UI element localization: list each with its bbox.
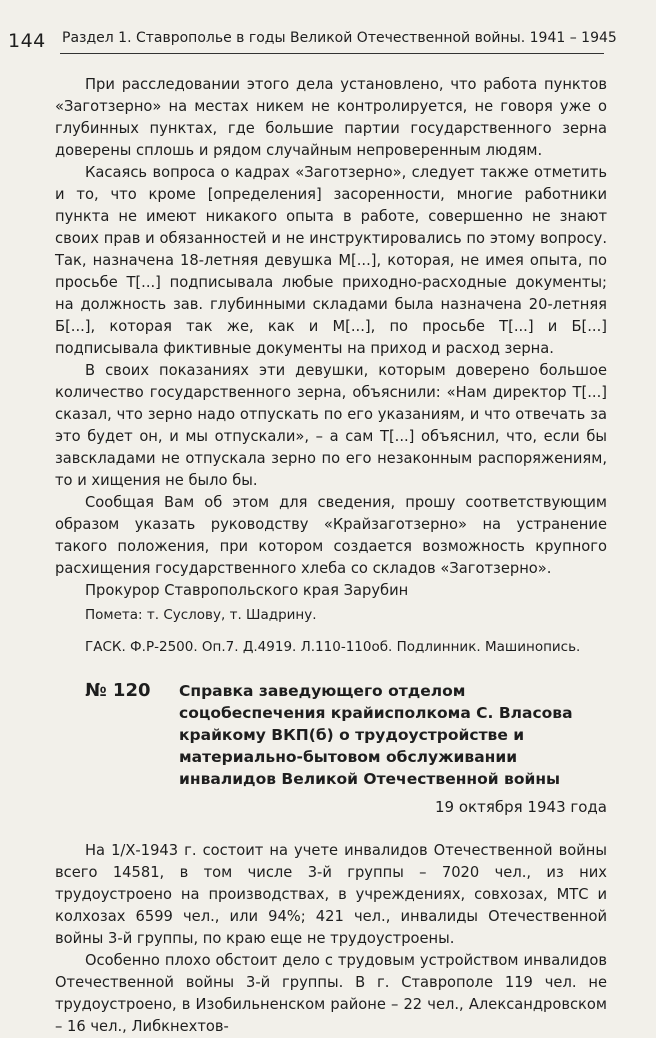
paragraph: Сообщая Вам об этом для сведения, прошу соответствующим образом указать руководству «Крайзаготзерно» на устранение такого положения, при котором создается возможность крупного расхищения государственного хлеба со складов «Заготзерно». bbox=[55, 494, 607, 577]
paragraph: В своих показаниях эти девушки, которым доверено большое количество государственного зерна, объяснили: «Нам директор Т[...] сказал, что зерно надо отпускать по его указаниям, и что отвечать за это будет он, и мы отпускали», – а сам Т[...] объяснил, что, если бы завскладами не отпускала зерно по его незаконным распоряжениям, то и хищения не было бы. bbox=[55, 362, 607, 489]
page-number: 144 bbox=[8, 30, 46, 52]
signature: Прокурор Ставропольского края Зарубин bbox=[85, 582, 409, 599]
document-number: № 120 bbox=[85, 680, 151, 701]
document-title: Справка заведующего отделом соцобеспечения крайисполкома С. Власова крайкому ВКП(б) о трудоустройстве и материально-бытовом обслуживании инвалидов Великой Отечественной войны bbox=[179, 682, 573, 788]
header-rule bbox=[60, 53, 604, 54]
archive-reference: ГАСК. Ф.Р-2500. Оп.7. Д.4919. Л.110-110об. Подлинник. Машинопись. bbox=[85, 639, 581, 655]
paragraph: На 1/Х-1943 г. состоит на учете инвалидов Отечественной войны всего 14581, в том числе 3-й группы – 7020 чел., из них трудоустроено на производствах, в учреждениях, совхозах, МТС и колхозах 6599 чел., или 94%; 421 чел., инвалиды Отечественной войны 3-й группы, по краю еще не трудоустроены. bbox=[55, 842, 607, 947]
running-title: Раздел 1. Ставрополье в годы Великой Отечественной войны. 1941 – 1945 bbox=[62, 30, 617, 46]
document-heading bbox=[55, 680, 607, 790]
document-date: 19 октября 1943 года bbox=[435, 798, 607, 816]
page-body bbox=[55, 74, 607, 1038]
paragraph: Касаясь вопроса о кадрах «Заготзерно», следует также отметить и то, что кроме [определения] засоренности, многие работники пункта не имеют никакого опыта в работе, совершенно не знают своих прав и обязанностей и не инструктировались по этому вопросу. Так, назначена 18-летняя девушка М[...], которая, не имея опыта, по просьбе Т[...] подписывала любые приходно-расходные документы; на должность зав. глубинными складами была назначена 20-летняя Б[...], которая так же, как и М[...], по просьбе Т[...] и Б[...] подписывала фиктивные документы на приход и расход зерна. bbox=[55, 164, 607, 357]
paragraph: Особенно плохо обстоит дело с трудовым устройством инвалидов Отечественной войны 3-й группы. В г. Ставрополе 119 чел. не трудоустроено, в Изобильненском районе – 22 чел., Александровском – 16 чел., Либкнехтов- bbox=[55, 952, 607, 1035]
marks-note: Помета: т. Суслову, т. Шадрину. bbox=[85, 607, 317, 623]
paragraph: При расследовании этого дела установлено, что работа пунктов «Заготзерно» на местах никем не контролируется, не говоря уже о глубинных пунктах, где большие партии государственного зерна доверены сплошь и рядом случайным непроверенным людям. bbox=[55, 76, 607, 159]
